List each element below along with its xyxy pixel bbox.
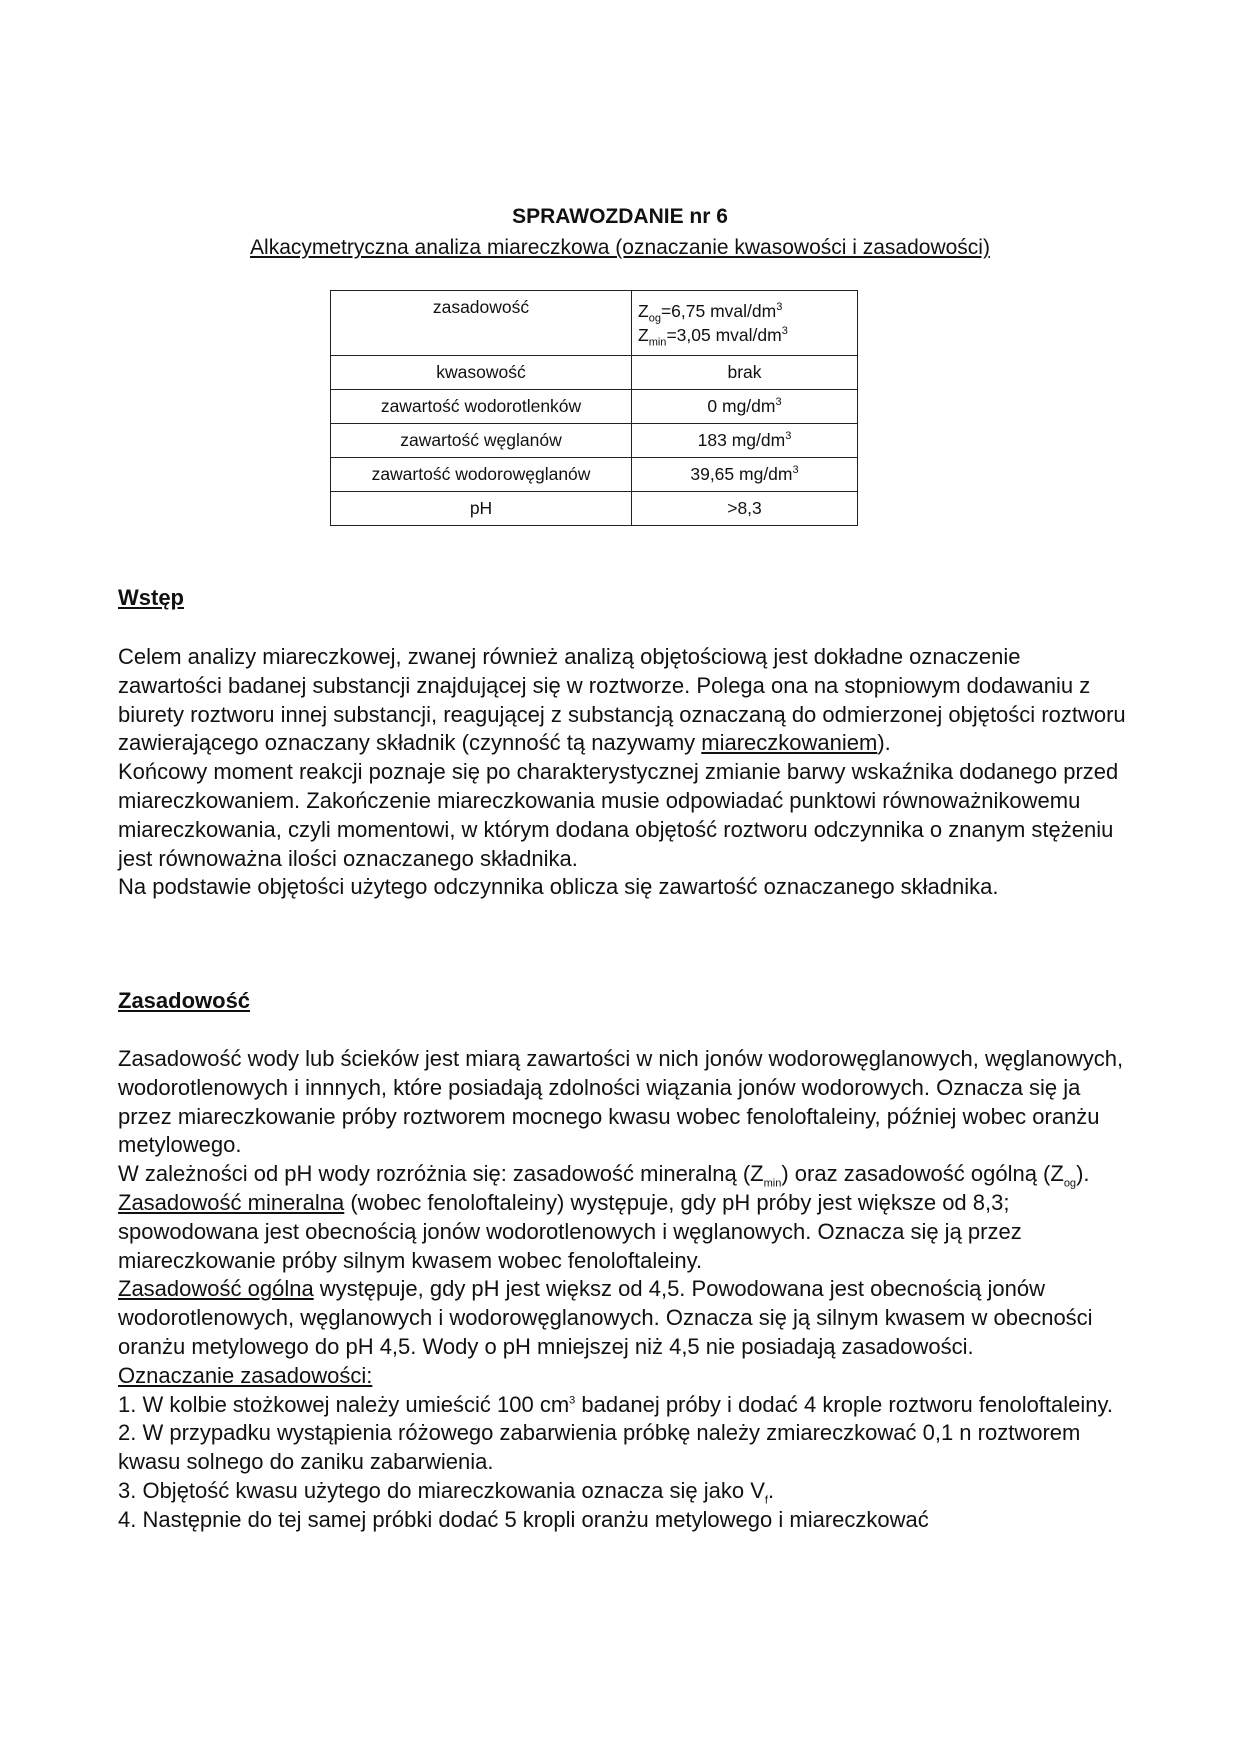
zasadowosc-paragraph-1: Zasadowość wody lub ścieków jest miarą zawartości w nich jonów wodorowęglanowych, węglanowych, wodorotlenowych i innnych, które posiadają zdolności wiązania jonów wodorowych. Oznacza się ja przez miareczkowanie próby roztworem mocnego kwasu wobec fenoloftaleiny, później wobec oranżu metylowego. — [118, 1046, 1124, 1158]
table-row — [331, 291, 858, 356]
cell-label: zasadowość — [331, 291, 632, 356]
table-row — [331, 492, 858, 526]
cell-label: zawartość wodorowęglanów — [331, 458, 632, 492]
procedure-step-2: 2. W przypadku wystąpienia różowego zabarwienia próbkę należy zmiareczkować 0,1 n roztworem kwasu solnego do zaniku zabarwienia. — [118, 1420, 1081, 1475]
zog-value-line: $Z_{og}=6,75$ mval/$dm^3$ — [638, 301, 783, 325]
section-heading-wstep: Wstęp — [118, 585, 184, 610]
zasadowosc-paragraph-3: Zasadowość mineralna (wobec fenoloftaleiny) występuje, gdy pH próby jest większe od 8,3; spowodowana jest obecnością jonów wodorotlenowych i węglanowych. Oznacza się ją przez miareczkowanie próby silnym kwasem wobec fenoloftaleiny. — [118, 1189, 1022, 1273]
zasadowosc-paragraph-4: Zasadowość ogólna występuje, gdy pH jest większ od 4,5. Powodowana jest obecnością jonów wodorotlenowych, węglanowych i wodorowęglanowych. Oznacza się ją silnym kwasem w obecności oranżu metylowego do pH 4,5. Wody o pH mniejszej niż 4,5 nie posiadają zasadowości. — [118, 1276, 1093, 1359]
wstep-body — [118, 643, 1128, 902]
cell-label: kwasowość — [331, 356, 632, 390]
cell-value: 183 $mg/dm^3$ — [632, 424, 858, 458]
table-row — [331, 458, 858, 492]
zmin-value-line: $Z_{min}=3,05$ mval/$dm^3$ — [638, 325, 788, 349]
procedure-step-1: 1. W kolbie stożkowej należy umieścić 100 $cm^3$ badanej próby i dodać 4 krople roztworu fenoloftaleiny. — [118, 1391, 1113, 1417]
table-row — [331, 390, 858, 424]
results-table — [330, 290, 858, 526]
document-subtitle: Alkacymetryczna analiza miareczkowa (oznaczanie kwasowości i zasadowości) — [250, 236, 990, 259]
zasadowosc-paragraph-2: W zależności od pH wody rozróżnia się: zasadowość mineralną $(Z_{min})$ oraz zasadowość ogólną $(Z_{og})$. — [118, 1161, 1090, 1190]
wstep-paragraph-1: Celem analizy miareczkowej, zwanej również analizą objętościową jest dokładne oznaczenie zawartości badanej substancji znajdującej się w roztworze. Polega ona na stopniowym dodawaniu z biurety roztworu innej substancji, reagującej z substancją oznaczaną do odmierzonej objętości roztworu zawierającego oznaczany składnik (czynność tą nazywamy miareczkowaniem). — [118, 644, 1126, 756]
document-title: SPRAWOZDANIE nr 6 — [512, 205, 728, 228]
table-row — [331, 356, 858, 390]
section-heading-zasadowosc: Zasadowość — [118, 988, 251, 1013]
wstep-paragraph-3: Na podstawie objętości użytego odczynnika oblicza się zawartość oznaczanego składnika. — [118, 874, 999, 900]
cell-value: >8,3 — [632, 492, 858, 526]
table-row — [331, 424, 858, 458]
cell-label: zawartość wodorotlenków — [331, 390, 632, 424]
cell-value: 0 $mg/dm^3$ — [632, 390, 858, 424]
cell-label: pH — [331, 492, 632, 526]
cell-value — [632, 291, 858, 356]
cell-label: zawartość węglanów — [331, 424, 632, 458]
cell-value: 39,65 $mg/dm^3$ — [632, 458, 858, 492]
procedure-heading: Oznaczanie zasadowości: — [118, 1362, 373, 1388]
cell-value: brak — [632, 356, 858, 390]
wstep-paragraph-2: Końcowy moment reakcji poznaje się po charakterystycznej zmianie barwy wskaźnika dodanego przed miareczkowaniem. Zakończenie miareczkowania musie odpowiadać punktowi równoważnikowemu miareczkowania, czyli momentowi, w którym dodana objętość roztworu odczynnika o znanym stężeniu jest równoważna ilości oznaczanego składnika. — [118, 759, 1119, 871]
zasadowosc-body — [118, 1045, 1128, 1535]
procedure-step-4: 4. Następnie do tej samej próbki dodać 5 kropli oranżu metylowego i miareczkować — [118, 1506, 929, 1532]
procedure-step-3: 3. Objętość kwasu użytego do miareczkowania oznacza się jako $V_f$. — [118, 1477, 775, 1507]
